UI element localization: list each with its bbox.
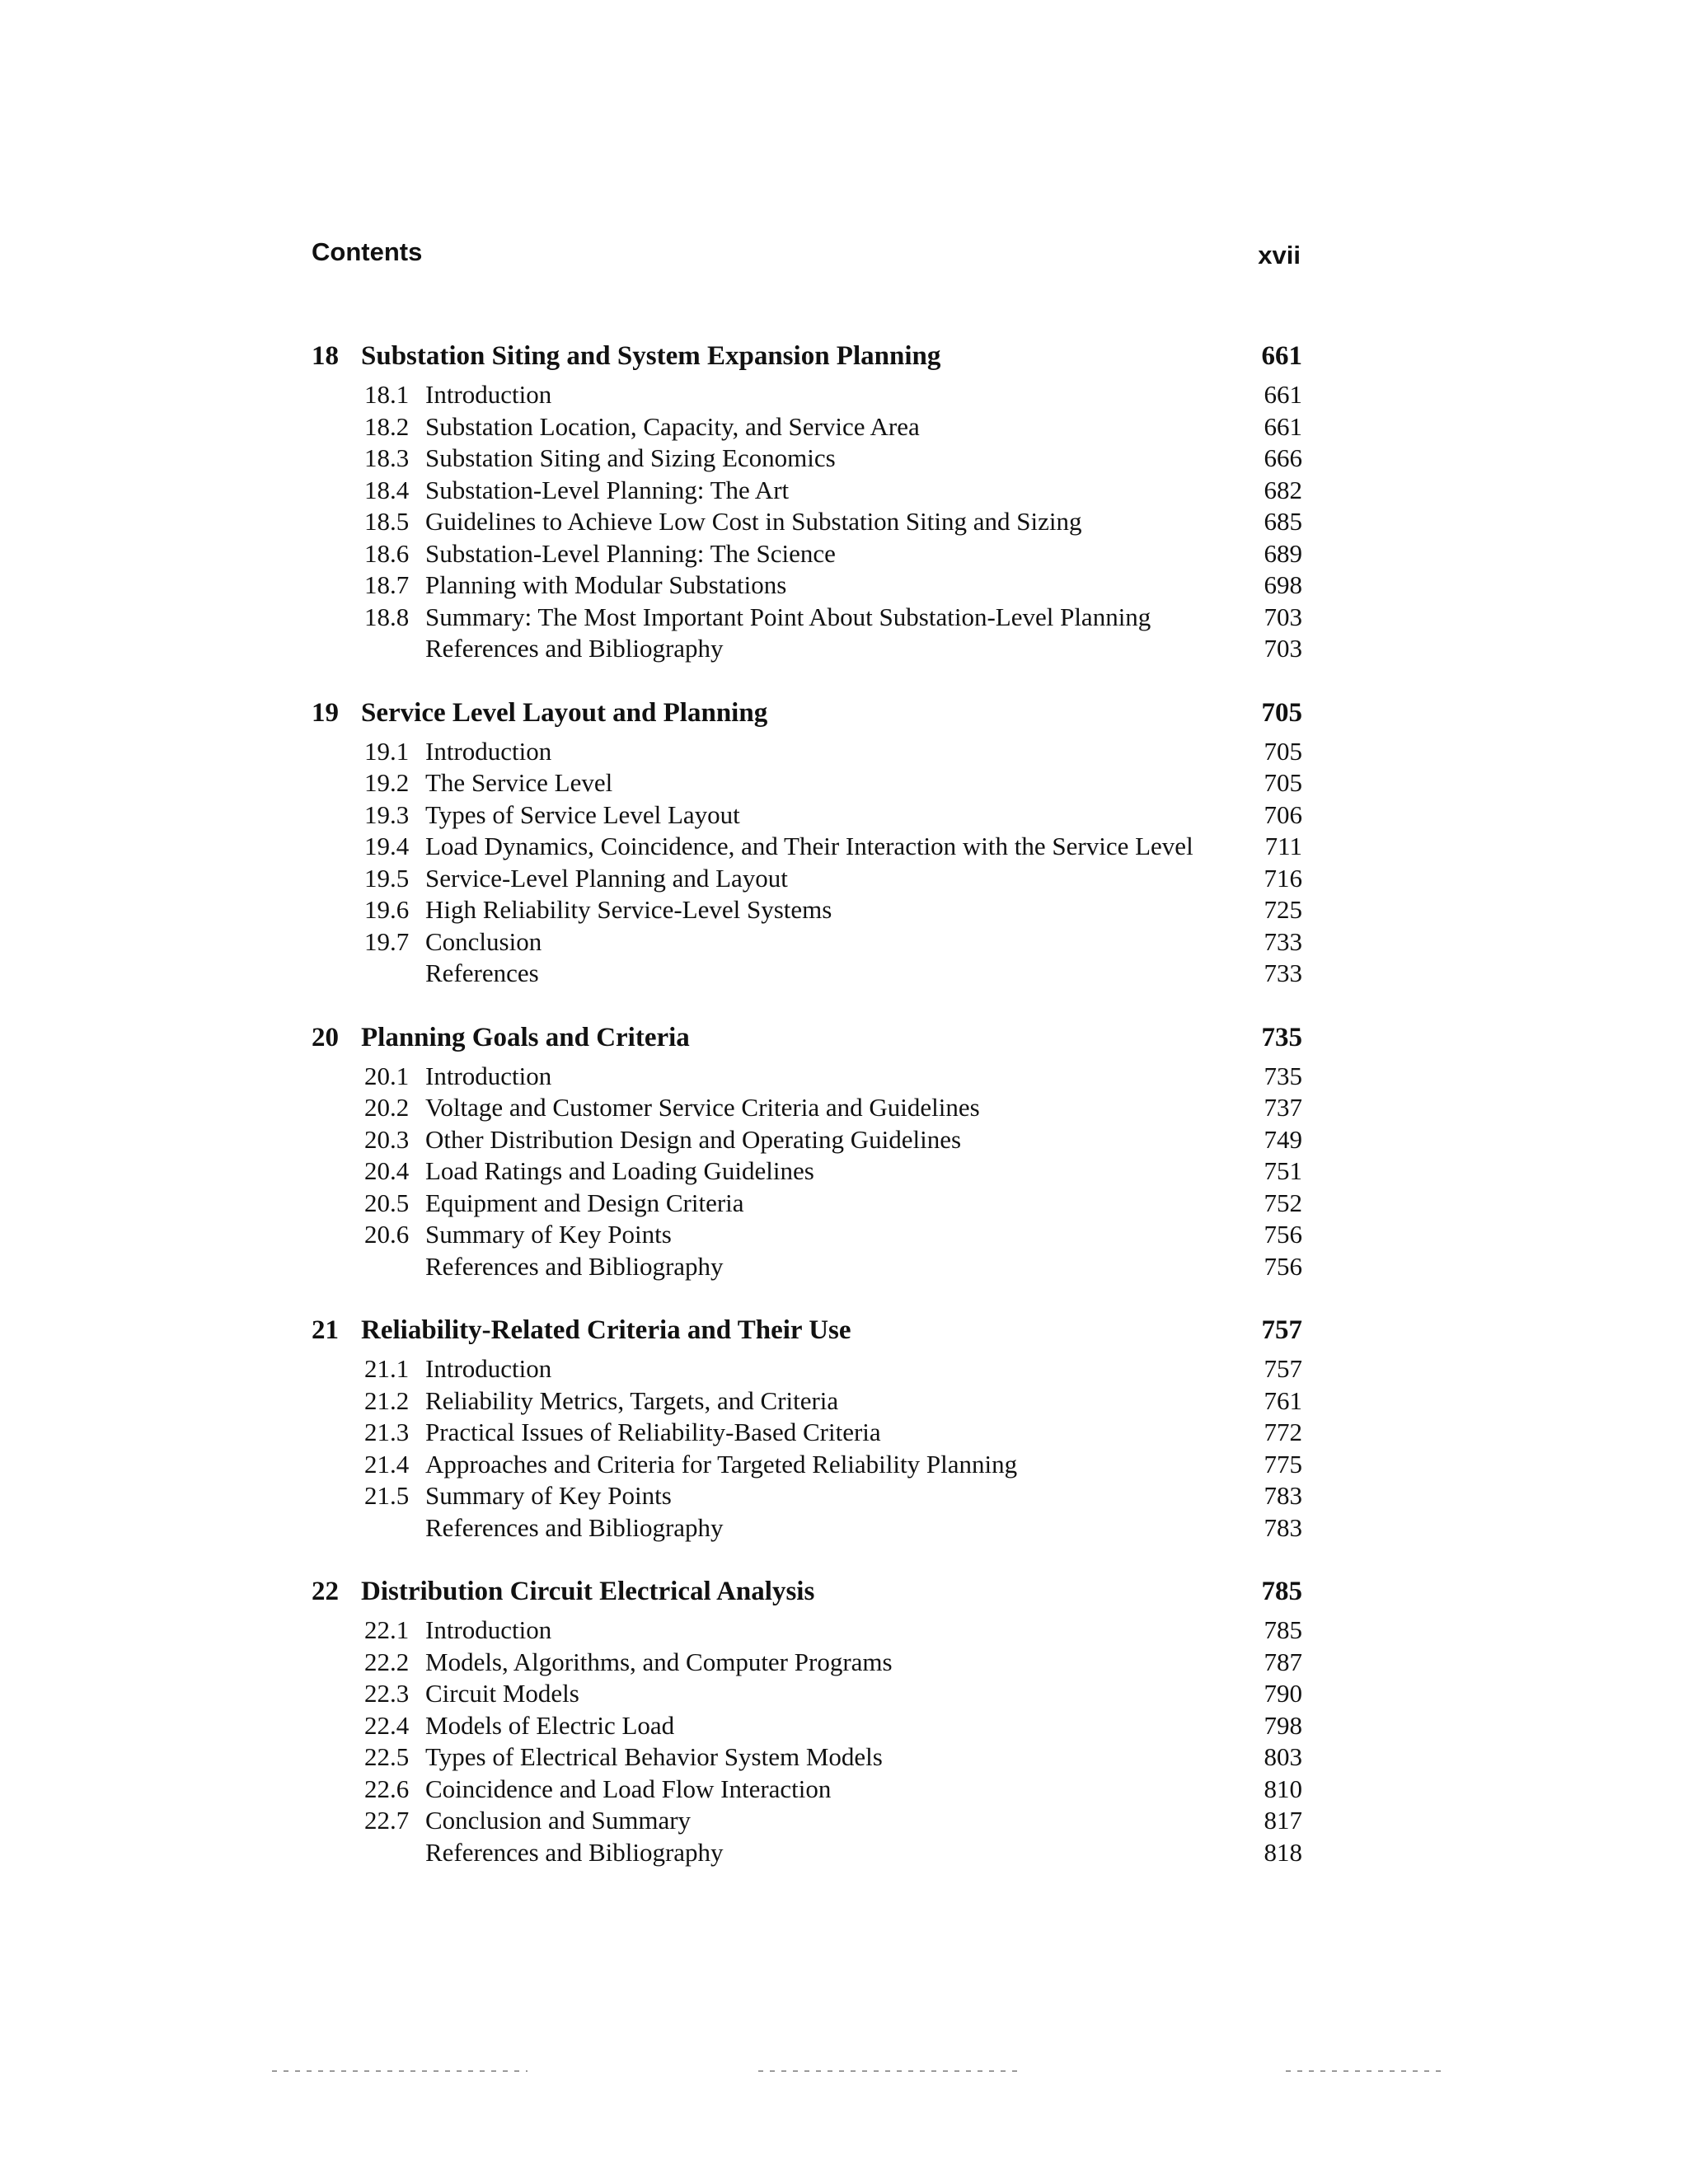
chapter-heading xyxy=(305,1573,1302,1610)
section-title: Models, Algorithms, and Computer Programs xyxy=(425,1647,893,1676)
chapter-number: 18 xyxy=(312,341,339,371)
section-page: 661 xyxy=(1264,411,1302,441)
section-title: Reliability Metrics, Targets, and Criteria xyxy=(425,1385,839,1415)
section-title: Practical Issues of Reliability-Based Criteria xyxy=(425,1418,881,1446)
section-entry xyxy=(305,1061,1302,1093)
chapter-entry xyxy=(305,1019,1302,1283)
chapter-heading xyxy=(305,338,1302,374)
chapter-entry xyxy=(305,1312,1302,1544)
section-title: Introduction xyxy=(425,736,552,766)
section-number: 20.6 xyxy=(364,1220,410,1249)
chapter-heading xyxy=(305,695,1302,731)
section-title: Introduction xyxy=(425,1354,552,1383)
section-number: 20.5 xyxy=(364,1188,410,1217)
section-number: 19.4 xyxy=(364,832,410,860)
section-number: 19.1 xyxy=(364,736,410,766)
section-entry xyxy=(305,1805,1302,1837)
section-page: 716 xyxy=(1264,863,1302,893)
section-entry xyxy=(305,1837,1302,1869)
chapter-number: 22 xyxy=(312,1577,339,1606)
section-entry xyxy=(305,1385,1302,1418)
section-title: Summary: The Most Important Point About Substation-Level Planning xyxy=(425,602,1151,631)
section-title: Summary of Key Points xyxy=(425,1481,672,1510)
section-page: 705 xyxy=(1264,768,1302,797)
section-page: 703 xyxy=(1264,634,1302,663)
section-page: 757 xyxy=(1264,1354,1302,1383)
chapter-page: 785 xyxy=(1261,1577,1302,1606)
section-title: Types of Electrical Behavior System Models xyxy=(425,1742,883,1771)
chapter-title: Reliability-Related Criteria and Their Use xyxy=(361,1315,851,1345)
section-entry xyxy=(305,1353,1302,1385)
section-entry xyxy=(305,1155,1302,1188)
section-number: 19.7 xyxy=(364,926,410,956)
section-entry xyxy=(305,799,1302,832)
section-page: 685 xyxy=(1264,507,1302,536)
section-page: 810 xyxy=(1264,1774,1302,1803)
section-number: 21.1 xyxy=(364,1354,410,1383)
section-number: 18.5 xyxy=(364,507,410,536)
section-title: Substation Siting and Sizing Economics xyxy=(425,443,836,472)
section-page: 749 xyxy=(1264,1124,1302,1154)
section-page: 711 xyxy=(1264,832,1302,860)
scan-artifact xyxy=(1286,2070,1442,2072)
section-title: Summary of Key Points xyxy=(425,1220,672,1249)
section-entry xyxy=(305,894,1302,926)
section-title: References and Bibliography xyxy=(425,1512,724,1542)
section-entry xyxy=(305,1449,1302,1481)
section-page: 706 xyxy=(1264,799,1302,829)
section-number: 18.4 xyxy=(364,475,410,504)
section-title: Introduction xyxy=(425,1615,552,1644)
section-entry xyxy=(305,1512,1302,1544)
section-number: 19.5 xyxy=(364,863,410,893)
section-page: 737 xyxy=(1264,1093,1302,1122)
section-entry xyxy=(305,831,1302,863)
section-page: 803 xyxy=(1264,1742,1302,1771)
section-title: Conclusion xyxy=(425,926,542,956)
section-title: Conclusion and Summary xyxy=(425,1806,692,1835)
section-entry xyxy=(305,926,1302,958)
section-page: 735 xyxy=(1264,1061,1302,1090)
section-page: 751 xyxy=(1264,1156,1302,1185)
chapter-page: 661 xyxy=(1261,341,1302,371)
section-page: 703 xyxy=(1264,602,1302,631)
section-entry xyxy=(305,538,1302,570)
section-entry xyxy=(305,1219,1302,1251)
chapter-title: Service Level Layout and Planning xyxy=(361,697,768,728)
chapter-page: 757 xyxy=(1261,1315,1302,1345)
section-entry xyxy=(305,1774,1302,1806)
section-title: Load Ratings and Loading Guidelines xyxy=(425,1156,814,1185)
section-page: 772 xyxy=(1264,1418,1302,1446)
section-page: 733 xyxy=(1264,958,1302,987)
section-entry xyxy=(305,736,1302,768)
section-title: High Reliability Service-Level Systems xyxy=(425,895,832,924)
section-page: 817 xyxy=(1264,1806,1302,1835)
section-number: 18.1 xyxy=(364,380,410,409)
section-entry xyxy=(305,506,1302,538)
section-page: 761 xyxy=(1264,1385,1302,1415)
section-entry xyxy=(305,633,1302,665)
section-entry xyxy=(305,1647,1302,1679)
section-title: References and Bibliography xyxy=(425,1251,724,1281)
section-title: Circuit Models xyxy=(425,1679,579,1708)
section-number: 19.2 xyxy=(364,768,410,797)
section-entry xyxy=(305,475,1302,507)
chapter-heading xyxy=(305,1312,1302,1348)
section-number: 18.2 xyxy=(364,411,410,441)
section-title: Approaches and Criteria for Targeted Reliability Planning xyxy=(425,1449,1018,1479)
section-page: 733 xyxy=(1264,926,1302,956)
section-number: 22.6 xyxy=(364,1774,410,1803)
chapter-title: Distribution Circuit Electrical Analysis xyxy=(361,1577,815,1606)
section-page: 783 xyxy=(1264,1512,1302,1542)
chapter-entry xyxy=(305,1573,1302,1868)
section-number: 22.2 xyxy=(364,1647,410,1676)
section-entry xyxy=(305,602,1302,634)
section-number: 18.7 xyxy=(364,570,410,599)
section-number: 20.4 xyxy=(364,1156,410,1185)
section-entry xyxy=(305,1710,1302,1742)
section-entry xyxy=(305,1615,1302,1647)
section-number: 20.3 xyxy=(364,1124,410,1154)
section-title: Substation Location, Capacity, and Service Area xyxy=(425,411,920,441)
section-number: 21.4 xyxy=(364,1449,410,1479)
section-number: 19.6 xyxy=(364,895,410,924)
section-entry xyxy=(305,569,1302,602)
section-page: 661 xyxy=(1264,380,1302,409)
section-title: References and Bibliography xyxy=(425,1837,724,1867)
section-page: 818 xyxy=(1264,1837,1302,1867)
section-entry xyxy=(305,1092,1302,1124)
section-title: Planning with Modular Substations xyxy=(425,570,787,599)
section-number: 22.4 xyxy=(364,1710,410,1740)
section-title: Load Dynamics, Coincidence, and Their Interaction with the Service Level xyxy=(425,832,1193,860)
section-title: References and Bibliography xyxy=(425,634,724,663)
section-entry xyxy=(305,1188,1302,1220)
section-number: 21.5 xyxy=(364,1481,410,1510)
section-entry xyxy=(305,1741,1302,1774)
section-page: 705 xyxy=(1264,736,1302,766)
section-entry xyxy=(305,1251,1302,1283)
section-entry xyxy=(305,443,1302,475)
chapter-entry xyxy=(305,695,1302,990)
section-number: 20.1 xyxy=(364,1061,410,1090)
header-title: Contents xyxy=(312,237,423,266)
section-page: 783 xyxy=(1264,1481,1302,1510)
section-title: Substation-Level Planning: The Art xyxy=(425,475,790,504)
section-title: Models of Electric Load xyxy=(425,1710,675,1740)
chapter-heading xyxy=(305,1019,1302,1056)
section-number: 21.2 xyxy=(364,1385,410,1415)
section-number: 21.3 xyxy=(364,1418,410,1446)
chapter-number: 20 xyxy=(312,1022,339,1052)
section-page: 787 xyxy=(1264,1647,1302,1676)
section-page: 682 xyxy=(1264,475,1302,504)
table-of-contents xyxy=(305,338,1302,1898)
section-title: Coincidence and Load Flow Interaction xyxy=(425,1774,832,1803)
chapter-page: 705 xyxy=(1261,697,1302,728)
section-number: 19.3 xyxy=(364,799,410,829)
section-title: Equipment and Design Criteria xyxy=(425,1188,744,1217)
section-entry xyxy=(305,958,1302,990)
section-number: 22.3 xyxy=(364,1679,410,1708)
section-entry xyxy=(305,1480,1302,1512)
section-title: Voltage and Customer Service Criteria and Guidelines xyxy=(425,1093,980,1122)
section-entry xyxy=(305,411,1302,443)
chapter-page: 735 xyxy=(1261,1022,1302,1052)
scan-artifact xyxy=(272,2070,528,2072)
section-page: 666 xyxy=(1264,443,1302,472)
section-title: Other Distribution Design and Operating Guidelines xyxy=(425,1124,962,1154)
section-page: 725 xyxy=(1264,895,1302,924)
section-number: 22.5 xyxy=(364,1742,410,1771)
section-title: Introduction xyxy=(425,1061,552,1090)
section-page: 698 xyxy=(1264,570,1302,599)
chapter-title: Substation Siting and System Expansion Planning xyxy=(361,341,941,371)
section-number: 20.2 xyxy=(364,1093,410,1122)
section-page: 785 xyxy=(1264,1615,1302,1644)
section-entry xyxy=(305,1124,1302,1156)
section-entry xyxy=(305,1678,1302,1710)
header-page-numeral: xvii xyxy=(1258,241,1301,269)
section-number: 22.1 xyxy=(364,1615,410,1644)
chapter-title: Planning Goals and Criteria xyxy=(361,1022,690,1052)
section-page: 756 xyxy=(1264,1251,1302,1281)
section-page: 790 xyxy=(1264,1679,1302,1708)
section-page: 798 xyxy=(1264,1710,1302,1740)
section-number: 18.3 xyxy=(364,443,410,472)
section-number: 18.6 xyxy=(364,538,410,568)
scan-artifact xyxy=(758,2070,1022,2072)
section-title: Introduction xyxy=(425,380,552,409)
section-page: 756 xyxy=(1264,1220,1302,1249)
chapter-entry xyxy=(305,338,1302,665)
section-title: Types of Service Level Layout xyxy=(425,799,740,829)
section-title: Service-Level Planning and Layout xyxy=(425,863,788,893)
section-entry xyxy=(305,1417,1302,1449)
chapter-number: 21 xyxy=(312,1315,339,1345)
section-title: Guidelines to Achieve Low Cost in Substation Siting and Sizing xyxy=(425,507,1082,536)
section-entry xyxy=(305,767,1302,799)
section-entry xyxy=(305,379,1302,411)
chapter-number: 19 xyxy=(312,697,339,728)
section-number: 22.7 xyxy=(364,1806,410,1835)
section-title: References xyxy=(425,958,539,987)
section-number: 18.8 xyxy=(364,602,410,631)
section-page: 752 xyxy=(1264,1188,1302,1217)
running-header xyxy=(312,236,1301,272)
section-page: 689 xyxy=(1264,538,1302,568)
section-title: Substation-Level Planning: The Science xyxy=(425,538,836,568)
section-title: The Service Level xyxy=(425,768,613,797)
section-page: 775 xyxy=(1264,1449,1302,1479)
section-entry xyxy=(305,863,1302,895)
